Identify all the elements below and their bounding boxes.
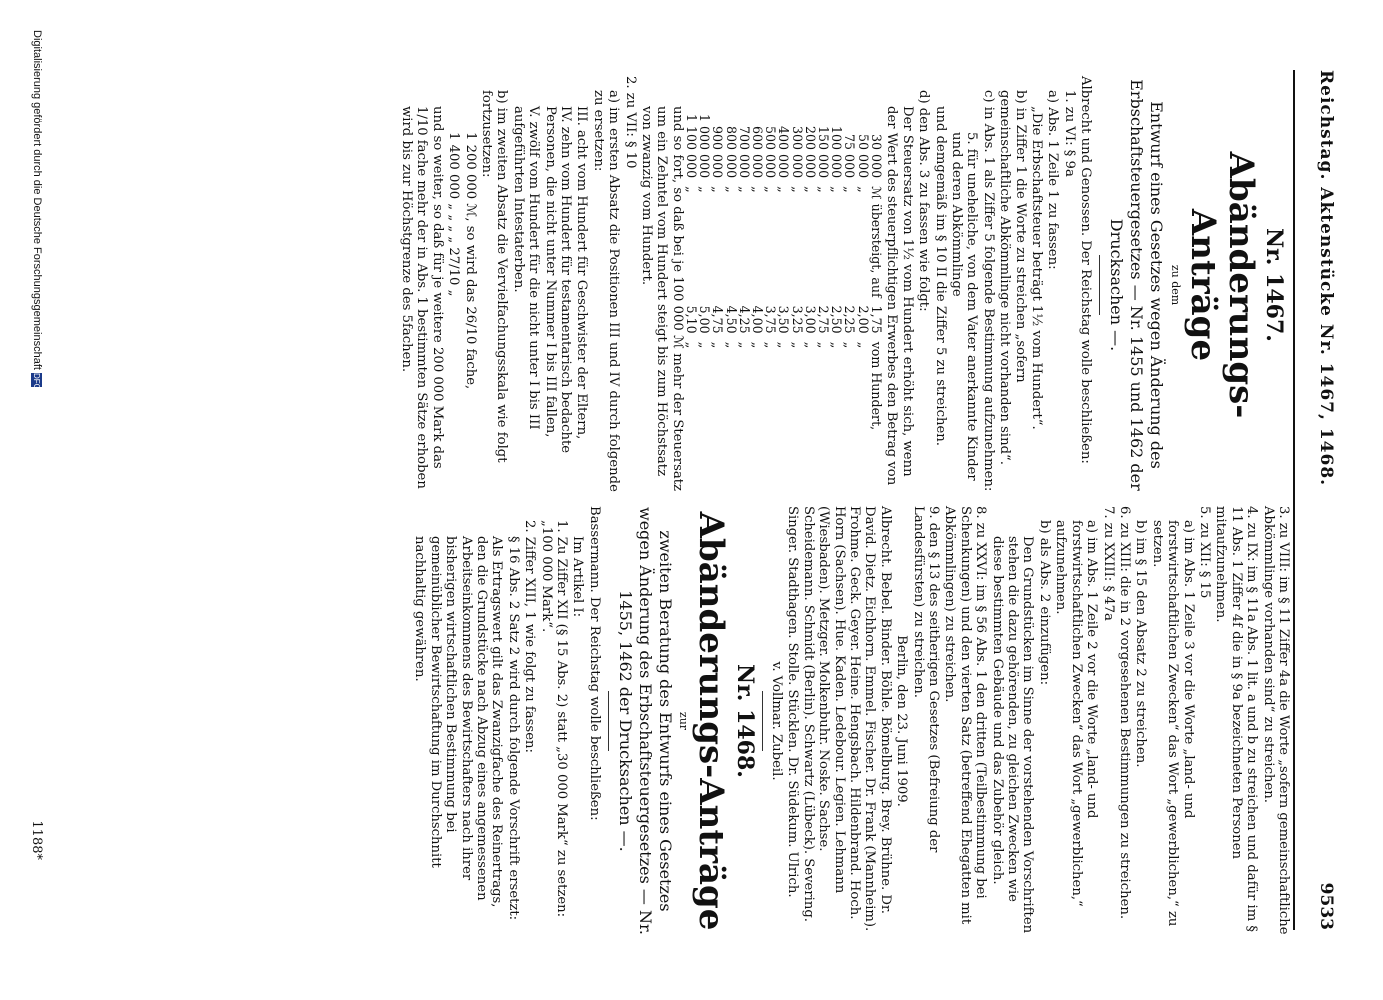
table-cell: 900 000	[710, 126, 726, 179]
tax-rate-table	[685, 110, 883, 434]
text-paragraph: a) im Abs. 1 Zeile 2 vor die Worte „land- und forstwirtschaftlichen Zwecken“ das Wort „gewerblichen,“ aufzunehmen.	[1053, 520, 1100, 907]
text-paragraph: 1 400 000 „ „ „ „ 27/10 „	[446, 132, 462, 297]
table-cell: „	[736, 186, 752, 193]
separator-line	[1099, 255, 1100, 315]
table-cell: 800 000	[723, 126, 739, 179]
table-cell: 1,75	[868, 305, 884, 334]
table-row	[870, 110, 883, 434]
text-paragraph: Abänderungs-Anträge	[1182, 151, 1261, 419]
left-column-text	[884, 76, 1287, 494]
table-cell: „	[776, 341, 792, 349]
table-cell: 100 000	[829, 126, 845, 179]
left-column	[398, 76, 1291, 494]
table-cell: „	[802, 186, 818, 193]
table-cell: „	[710, 341, 726, 349]
table-cell: 2,75	[816, 305, 832, 334]
text-paragraph: und demgemäß im § 10 II die Ziffer 5 zu streichen.	[932, 106, 948, 446]
funding-note	[29, 30, 44, 390]
table-cell: „	[816, 341, 832, 349]
text-paragraph: c) in Abs. 1 als Ziffer 5 folgende Bestimmung aufzunehmen:	[980, 90, 996, 492]
left-column-continuation	[399, 76, 685, 494]
table-cell: 400 000	[776, 126, 792, 179]
text-paragraph: „Die Erbschaftsteuer beträgt 1½ vom Hundert“.	[1028, 106, 1044, 430]
text-paragraph: 1. zu VI: § 9a	[1061, 90, 1077, 177]
text-paragraph: b) im § 15 den Absatz 2 zu streichen.	[1133, 520, 1149, 768]
table-cell: „	[789, 186, 805, 193]
dfg-logo: DFG	[32, 372, 42, 390]
table-cell: 5,10	[684, 305, 700, 334]
page-number: 9533	[1316, 882, 1336, 930]
text-paragraph: b) in Ziffer 1 die Worte zu streichen „sofern gemeinschaftliche Abkömmlinge nicht vorhanden sind“.	[997, 90, 1028, 465]
table-row	[738, 110, 751, 434]
right-column	[411, 506, 1291, 936]
table-cell: „	[763, 186, 779, 193]
table-cell: 75 000	[842, 134, 858, 179]
table-cell: „	[789, 341, 805, 349]
table-row	[830, 110, 843, 434]
text-paragraph: Nr. 1467.	[1261, 228, 1287, 342]
text-paragraph: 3. zu VIII: im § 11 Ziffer 4a die Worte „sofern gemeinschaftliche Abkömmlinge vorhanden sind“ zu streichen.	[1260, 506, 1291, 935]
text-paragraph: III. acht vom Hundert für Geschwister der Eltern,	[574, 106, 590, 440]
text-paragraph: Albrecht und Genossen. Der Reichstag wolle beschließen:	[1078, 76, 1094, 464]
text-paragraph: Im Artikel I:	[570, 536, 586, 618]
text-paragraph: und so weiter, so daß für je weitere 200 000 Mark das 1/10 fache mehr der in Abs. 1 bestimmten Sätze erhoben wird bis zur Höchstgrenze des 5fachen.	[398, 106, 445, 489]
table-cell: „	[723, 186, 739, 193]
table-cell: 50 000	[855, 134, 871, 179]
text-paragraph: Der Steuersatz von 1½ vom Hundert erhöht sich, wenn der Wert des steuerpflichtigen Erwerbes den Betrag von	[884, 106, 915, 486]
text-paragraph: 5. für uneheliche, von dem Vater anerkannte Kinder und deren Abkömmlinge	[948, 132, 980, 481]
funding-text: Digitalisierung gefördert durch die Deutsche Forschungsgemeinschaft	[31, 30, 43, 370]
table-cell: „	[723, 341, 739, 349]
table-cell: „	[842, 186, 858, 193]
table-row	[790, 110, 803, 434]
text-paragraph: 2. zu VII: § 10	[622, 76, 638, 169]
table-row	[724, 110, 737, 434]
table-cell: „	[736, 341, 752, 349]
table-row	[804, 110, 817, 434]
text-paragraph: zur	[677, 711, 691, 731]
table-cell: 150 000	[816, 126, 832, 179]
table-cell: 600 000	[750, 126, 766, 179]
table-cell: 30 000	[868, 134, 884, 179]
text-paragraph: 8. zu XXVI: im § 56 Abs. 1 den dritten (Teilbestimmung bei Schenkungen) und den vierten Satz (betreffend Ehegatten mit Abkömmlingen) zu streichen.	[942, 506, 989, 925]
table-row	[685, 110, 698, 434]
text-paragraph: Entwurf eines Gesetzes wegen Änderung des Erbschaftsteuergesetzes — Nr. 1455 und 1462 der Drucksachen —.	[1107, 79, 1167, 491]
table-cell: „	[684, 341, 700, 349]
table-cell: „	[829, 341, 845, 349]
text-paragraph: 7. zu XXIII: § 47a	[1100, 506, 1116, 621]
table-row	[777, 110, 790, 434]
text-paragraph: Abänderungs-Anträge	[691, 511, 732, 931]
table-cell: „	[802, 341, 818, 349]
text-paragraph: v. Vollmar. Zubeil.	[769, 661, 784, 781]
text-paragraph: 1 200 000 ℳ, so wird das 26/10 fache,	[462, 132, 478, 390]
text-paragraph: d) den Abs. 3 zu fassen wie folgt:	[916, 90, 932, 312]
table-cell: „	[855, 186, 871, 193]
text-paragraph: 5. zu XII: § 15	[1196, 506, 1212, 599]
text-paragraph: 2. Ziffer XIII, 1 wie folgt zu fassen:	[522, 520, 538, 753]
table-cell: „	[684, 186, 700, 193]
text-paragraph: a) im ersten Absatz die Positionen III und IV durch folgende zu ersetzen:	[590, 90, 622, 492]
table-cell: 2,25	[842, 305, 858, 334]
text-paragraph: zweiten Beratung des Entwurfs eines Gesetzes wegen Änderung des Erbschaftsteuergesetzes — Nr. 1455, 1462 der Drucksachen —.	[615, 507, 675, 935]
text-paragraph: § 16 Abs. 2 Satz 2 wird durch folgende Vorschrift ersetzt:	[505, 536, 521, 921]
text-paragraph: b) im zweiten Absatz die Vervielfachungsskala wie folgt fortzusetzen:	[478, 90, 510, 463]
table-cell: „	[763, 341, 779, 349]
table-row	[764, 110, 777, 434]
text-paragraph: Berlin, den 23. Juni 1909.	[894, 635, 910, 807]
table-cell: „	[816, 186, 832, 193]
table-cell: 5,00	[697, 305, 713, 334]
table-cell: „	[750, 341, 766, 349]
table-row	[751, 110, 764, 434]
text-paragraph: zu dem	[1168, 264, 1182, 306]
table-cell: 4,75	[710, 305, 726, 334]
table-cell: 200 000	[802, 126, 818, 179]
table-cell: „	[710, 186, 726, 193]
table-cell: „	[750, 186, 766, 193]
table-cell: 3,75	[763, 305, 779, 334]
table-cell: 1 000 000	[697, 114, 713, 179]
text-paragraph: IV. zehn vom Hundert für testamentarisch bedachte Personen, die nicht unter Nummer I bis III fallen,	[542, 106, 574, 454]
table-cell: „	[855, 341, 871, 349]
table-cell: 4,50	[723, 305, 739, 334]
text-paragraph: Den Grundstücken im Sinne der vorstehenden Vorschriften stehen die dazu gehörenden, zu gleichen Zwecken wie diese bestimmten Gebäude und das Zubehör gleich.	[989, 536, 1036, 934]
header-title: Reichstag. Aktenstücke Nr. 1467, 1468.	[1316, 70, 1336, 487]
table-row	[843, 110, 856, 434]
text-paragraph: a) im Abs. 1 Zeile 3 vor die Worte „land- und forstwirtschaftlichen Zwecken“ das Wort „gewerblichen,“ zu setzen.	[1149, 520, 1196, 927]
text-paragraph: Bassermann. Der Reichstag wolle beschließen:	[586, 506, 602, 821]
separator-line	[608, 691, 609, 751]
table-cell: „	[829, 186, 845, 193]
table-cell: vom Hundert,	[868, 341, 884, 431]
table-cell: 300 000	[789, 126, 805, 179]
table-cell: 3,25	[789, 305, 805, 334]
text-paragraph: Nr. 1468.	[731, 664, 758, 778]
text-paragraph: b) als Abs. 2 einzufügen:	[1036, 520, 1052, 686]
table-cell: 2,50	[829, 305, 845, 334]
table-cell: 4,25	[736, 305, 752, 334]
text-paragraph: 9. den § 13 des seitherigen Gesetzes (Befreiung der Landesfürsten) zu streichen.	[910, 506, 942, 853]
table-cell: 3,50	[776, 305, 792, 334]
table-cell: 700 000	[736, 126, 752, 179]
text-paragraph: 6. zu XIII: die in 2 vorgesehenen Bestimmungen zu streichen.	[1116, 506, 1132, 920]
text-paragraph: Albrecht. Bebel. Binder. Böhle. Bömelburg. Brey. Brühne. Dr. David. Dietz. Eichhorn. Emmel. Fischer. Dr. Frank (Mannheim). Frohme. Geck. Geyer. Heine. Hengsbach. Hildenbrand. Hoch. Horn (Sachsen). Hue. Kaden. Ledebour. Legien. Lehmann (Wiesbaden). Metzger. Molkenbuhr. Noske. Sachse. Scheidemann. Schmidt (Berlin). Schwartz (Lübeck). Severing. Singer. Stadthagen. Stolle. Stücklen. Dr. Südekum. Ulrich.	[785, 506, 893, 932]
table-cell: 1 100 000	[684, 114, 700, 179]
table-cell: „	[697, 341, 713, 349]
table-cell: 3,00	[802, 305, 818, 334]
text-paragraph: Als Ertragswert gilt das Zwanzigfache des Reinertrags, den die Grundstücke nach Abzug eines angemessenen Arbeitseinkommens des Bewirtschafters nach ihrer bisherigen wirtschaftlichen Bestimmung bei gemeinüblicher Bewirtschaftung im Durchschnitt nachhaltig gewähren.	[412, 536, 505, 908]
table-cell: 4,00	[750, 305, 766, 334]
right-column-text	[412, 506, 1291, 936]
header-rule	[1293, 70, 1295, 930]
table-cell: „	[776, 186, 792, 193]
table-cell: ℳ übersteigt, auf	[868, 186, 884, 298]
table-row	[698, 110, 711, 434]
table-row	[711, 110, 724, 434]
text-paragraph: 1. Zu Ziffer XII (§ 15 Abs. 2) statt „30 000 Mark“ zu setzen: „100 000 Mark“.	[538, 520, 569, 918]
text-paragraph: und so fort, so daß bei je 100 000 ℳ mehr der Steuersatz um ein Zehntel vom Hundert steigt bis zum Höchstsatz von zwanzig vom Hundert.	[639, 106, 685, 491]
table-cell: 2,00	[855, 305, 871, 334]
table-cell: „	[697, 186, 713, 193]
running-header	[1307, 70, 1336, 930]
separator-line	[762, 691, 763, 751]
table-cell: 500 000	[763, 126, 779, 179]
text-paragraph: V. zwölf vom Hundert für die nicht unter I bis III aufgeführten Intestaterben.	[510, 106, 542, 430]
text-paragraph: 4. zu IX: im § 11a Abs. 1 lit. a und b zu streichen und dafür im § 11 Abs. 1 Ziffer 4f die in § 9a bezeichneten Personen mitaufzunehmen.	[1213, 506, 1260, 932]
sheet-number: 1188*	[29, 820, 44, 860]
table-row	[857, 110, 870, 434]
table-cell: „	[842, 341, 858, 349]
text-paragraph: a) Abs. 1 Zeile 1 zu fassen:	[1045, 90, 1061, 270]
table-row	[817, 110, 830, 434]
